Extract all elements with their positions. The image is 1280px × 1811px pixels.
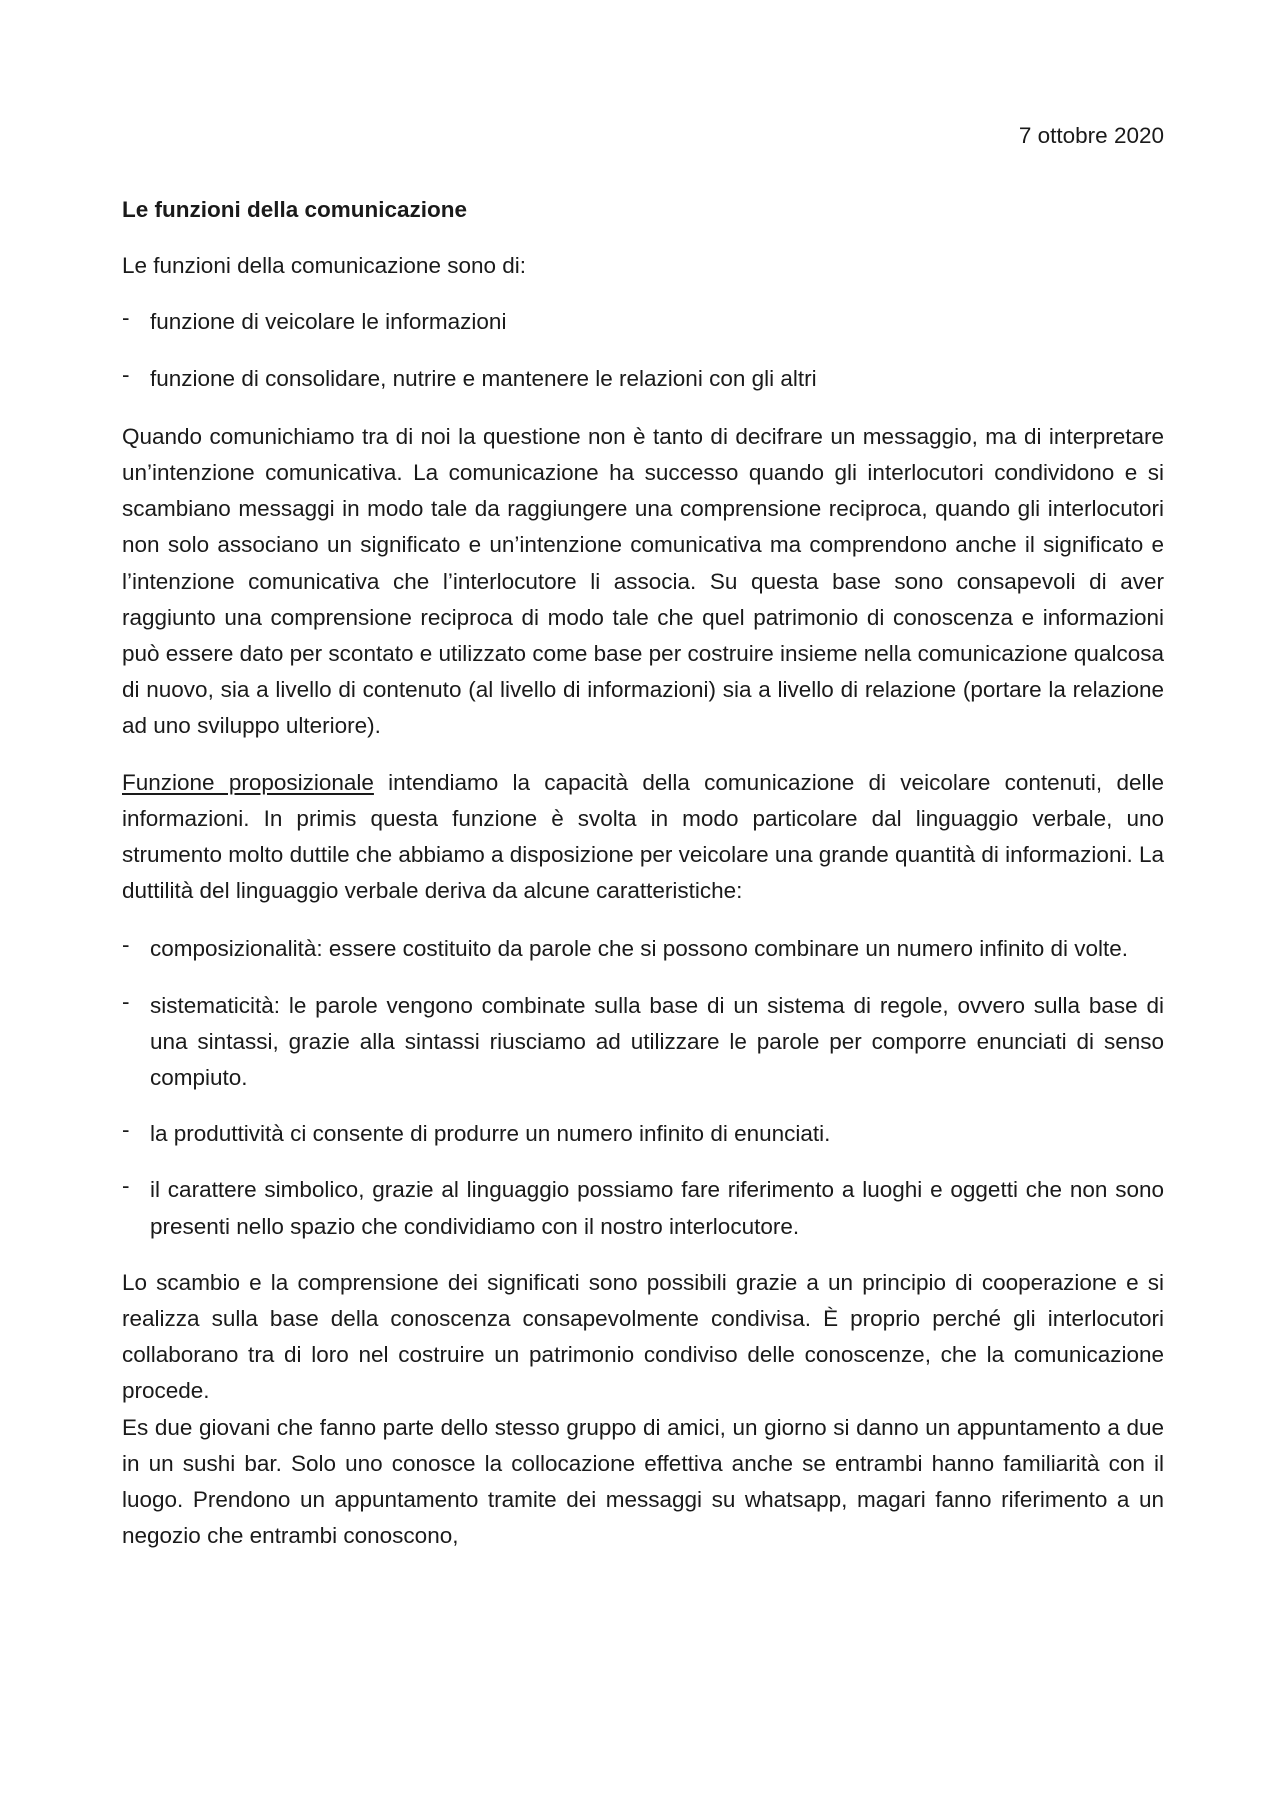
functions-list [122,304,1164,396]
paragraph-cooperation: Lo scambio e la comprensione dei significati sono possibili grazie a un principio di cooperazione e si realizza sulla base della conoscenza consapevolmente condivisa. È proprio perché gli interlocutori collaborano tra di loro nel costruire un patrimonio condiviso delle conoscenze, che la comunicazione procede. [122,1269,1164,1404]
list-item: - il carattere simbolico, grazie al linguaggio possiamo fare riferimento a luoghi e oggetti che non sono presenti nello spazio che condividiamo con il nostro interlocutore. [122,1172,1164,1244]
characteristics-list [122,931,1164,1244]
intro-text: Le funzioni della comunicazione sono di: [122,253,527,279]
list-item: - funzione di veicolare le informazioni [122,304,1164,340]
document-date: 7 ottobre 2020 [1018,123,1164,148]
document-content [122,118,1164,1555]
paragraph-propositional-function [122,765,1164,910]
list-item: - la produttività ci consente di produrre un numero infinito di enunciati. [122,1116,1164,1152]
list-item: - sistematicità: le parole vengono combinate sulla base di un sistema di regole, ovvero sulla base di una sintassi, grazie alla sintassi riusciamo ad utilizzare le parole per comporre enunciati di senso compiuto. [122,988,1164,1097]
paragraph-communication-intent: Quando comunichiamo tra di noi la questione non è tanto di decifrare un messaggio, ma di interpretare un’intenzione comunicativa. La comunicazione ha successo quando gli interlocutori condividono e si scambiano messaggi in modo tale da raggiungere una comprensione reciproca, quando gli interlocutori non solo associano un significato e un’intenzione comunicativa ma comprendono anche il significato e l’intenzione comunicativa che l’interlocutore li associa. Su questa base sono consapevoli di aver raggiunto una comprensione reciproca di modo tale che quel patrimonio di conoscenza e informazioni può essere dato per scontato e utilizzato come base per costruire insieme nella comunicazione qualcosa di nuovo, sia a livello di contenuto (al livello di informazioni) sia a livello di relazione (portare la relazione ad uno sviluppo ulteriore). [122,423,1164,739]
list-item: - composizionalità: essere costituito da parole che si possono combinare un numero infinito di volte. [122,931,1164,967]
term-propositional-function: Funzione proposizionale [122,769,374,795]
paragraph-example: Es due giovani che fanno parte dello stesso gruppo di amici, un giorno si danno un appuntamento a due in un sushi bar. Solo uno conosce la collocazione effettiva anche se entrambi hanno familiarità con il luogo. Prendono un appuntamento tramite dei messaggi su whatsapp, magari fanno riferimento a un negozio che entrambi conoscono, [122,1414,1164,1549]
list-item: - funzione di consolidare, nutrire e mantenere le relazioni con gli altri [122,361,1164,397]
section-title: Le funzioni della comunicazione [122,197,468,222]
paragraph-propositional-text: intendiamo la capacità della comunicazione di veicolare contenuti, delle informazioni. In primis questa funzione è svolta in modo particolare dal linguaggio verbale, uno strumento molto duttile che abbiamo a disposizione per veicolare una grande quantità di informazioni. La duttilità del linguaggio verbale deriva da alcune caratteristiche: [122,769,1164,904]
